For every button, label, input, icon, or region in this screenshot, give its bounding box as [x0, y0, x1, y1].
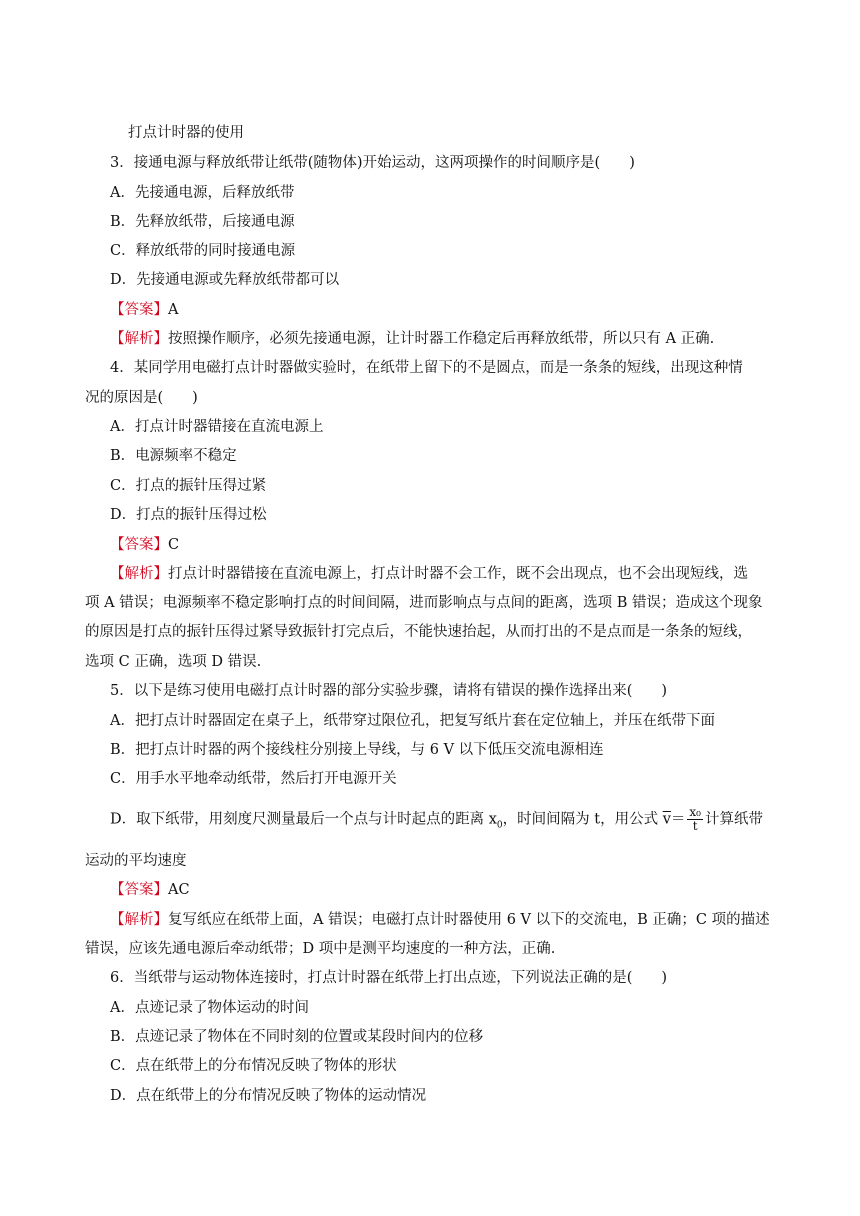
q3-answer [110, 300, 178, 320]
q3-stem: 3．接通电源与释放纸带让纸带(随物体)开始运动，这两项操作的时间顺序是( ) [110, 155, 635, 171]
answer-value: A [168, 302, 179, 318]
q4-analysis-line4: 选项 C 正确，选项 D 错误. [85, 654, 262, 670]
q5-option-d-line2: 运动的平均速度 [85, 853, 187, 869]
q4-analysis-line1 [110, 564, 748, 584]
q3-analysis [110, 329, 714, 349]
option-d-text-mid: ，时间间隔为 t，用公式 [502, 811, 659, 828]
q6-option-b: B．点迹记录了物体在不同时刻的位置或某段时间内的位移 [110, 1029, 484, 1045]
q4-option-c: C．打点的振针压得过紧 [110, 478, 267, 494]
q4-stem-line1: 4．某同学用电磁打点计时器做实验时，在纸带上留下的不是圆点，而是一条条的短线，出现这种情 [110, 360, 743, 376]
q4-analysis-line3: 的原因是打点的振针压得过紧导致振针打完点后，不能快速抬起，从而打出的不是点而是一条条的短线， [85, 624, 752, 640]
q4-option-d: D．打点的振针压得过松 [110, 507, 267, 523]
q6-option-a: A．点迹记录了物体运动的时间 [110, 1000, 309, 1016]
section-title: 打点计时器的使用 [128, 125, 244, 141]
q5-option-c: C．用手水平地牵动纸带，然后打开电源开关 [110, 771, 397, 787]
q6-option-d: D．点在纸带上的分布情况反映了物体的运动情况 [110, 1088, 427, 1104]
option-d-text: D．取下纸带，用刻度尺测量最后一个点与计时起点的距离 x [110, 811, 497, 828]
q5-option-a: A．把打点计时器固定在桌子上，纸带穿过限位孔，把复写纸片套在定位轴上，并压在纸带下面 [110, 713, 715, 729]
formula-fraction [687, 806, 703, 833]
q4-option-b: B．电源频率不稳定 [110, 448, 237, 464]
answer-value: AC [168, 882, 190, 898]
q5-option-b: B．把打点计时器的两个接线柱分别接上导线，与 6 V 以下低压交流电源相连 [110, 742, 604, 758]
q3-option-c: C．释放纸带的同时接通电源 [110, 243, 296, 259]
q5-analysis-line1 [110, 910, 770, 930]
x-subscript: 0 [496, 820, 503, 831]
q3-option-a: A．先接通电源，后释放纸带 [110, 185, 295, 201]
q5-option-d [110, 806, 763, 838]
q5-answer [110, 880, 190, 900]
answer-label: 【答案】 [110, 302, 168, 318]
q4-stem-line2: 况的原因是( ) [85, 390, 198, 406]
analysis-label: 【解析】 [110, 912, 168, 928]
q6-stem: 6．当纸带与运动物体连接时，打点计时器在纸带上打出点迹，下列说法正确的是( ) [110, 970, 668, 986]
q3-option-b: B．先释放纸带，后接通电源 [110, 214, 295, 230]
fraction-denominator: t [692, 819, 698, 833]
analysis-text: 打点计时器错接在直流电源上，打点计时器不会工作，既不会出现点，也不会出现短线，选 [168, 566, 748, 582]
analysis-text: 复写纸应在纸带上面，A 错误；电磁打点计时器使用 6 V 以下的交流电，B 正确；C 项的描述 [168, 912, 770, 928]
analysis-text: 按照操作顺序，必须先接通电源，让计时器工作稳定后再释放纸带，所以只有 A 正确. [168, 331, 715, 347]
formula-v: $\overline{v}$ [662, 811, 671, 828]
fraction-numerator: x₀ [689, 805, 701, 819]
q6-option-c: C．点在纸带上的分布情况反映了物体的形状 [110, 1058, 397, 1074]
analysis-label: 【解析】 [110, 566, 168, 582]
answer-label: 【答案】 [110, 882, 168, 898]
answer-value: C [168, 537, 180, 553]
q5-analysis-line2: 错误，应该先通电源后牵动纸带；D 项中是测平均速度的一种方法，正确. [85, 941, 556, 957]
q3-option-d: D．先接通电源或先释放纸带都可以 [110, 272, 340, 288]
formula-equals: ＝ [670, 811, 686, 828]
option-d-text-post: 计算纸带 [704, 811, 763, 828]
q4-option-a: A．打点计时器错接在直流电源上 [110, 419, 324, 435]
answer-label: 【答案】 [110, 537, 168, 553]
q4-analysis-line2: 项 A 错误；电源频率不稳定影响打点的时间间隔，进而影响点与点间的距离，选项 B 错误；造成这个现象 [85, 595, 763, 611]
q4-answer [110, 535, 179, 555]
q5-stem: 5．以下是练习使用电磁打点计时器的部分实验步骤，请将有错误的操作选择出来( ) [110, 683, 668, 699]
analysis-label: 【解析】 [110, 331, 168, 347]
